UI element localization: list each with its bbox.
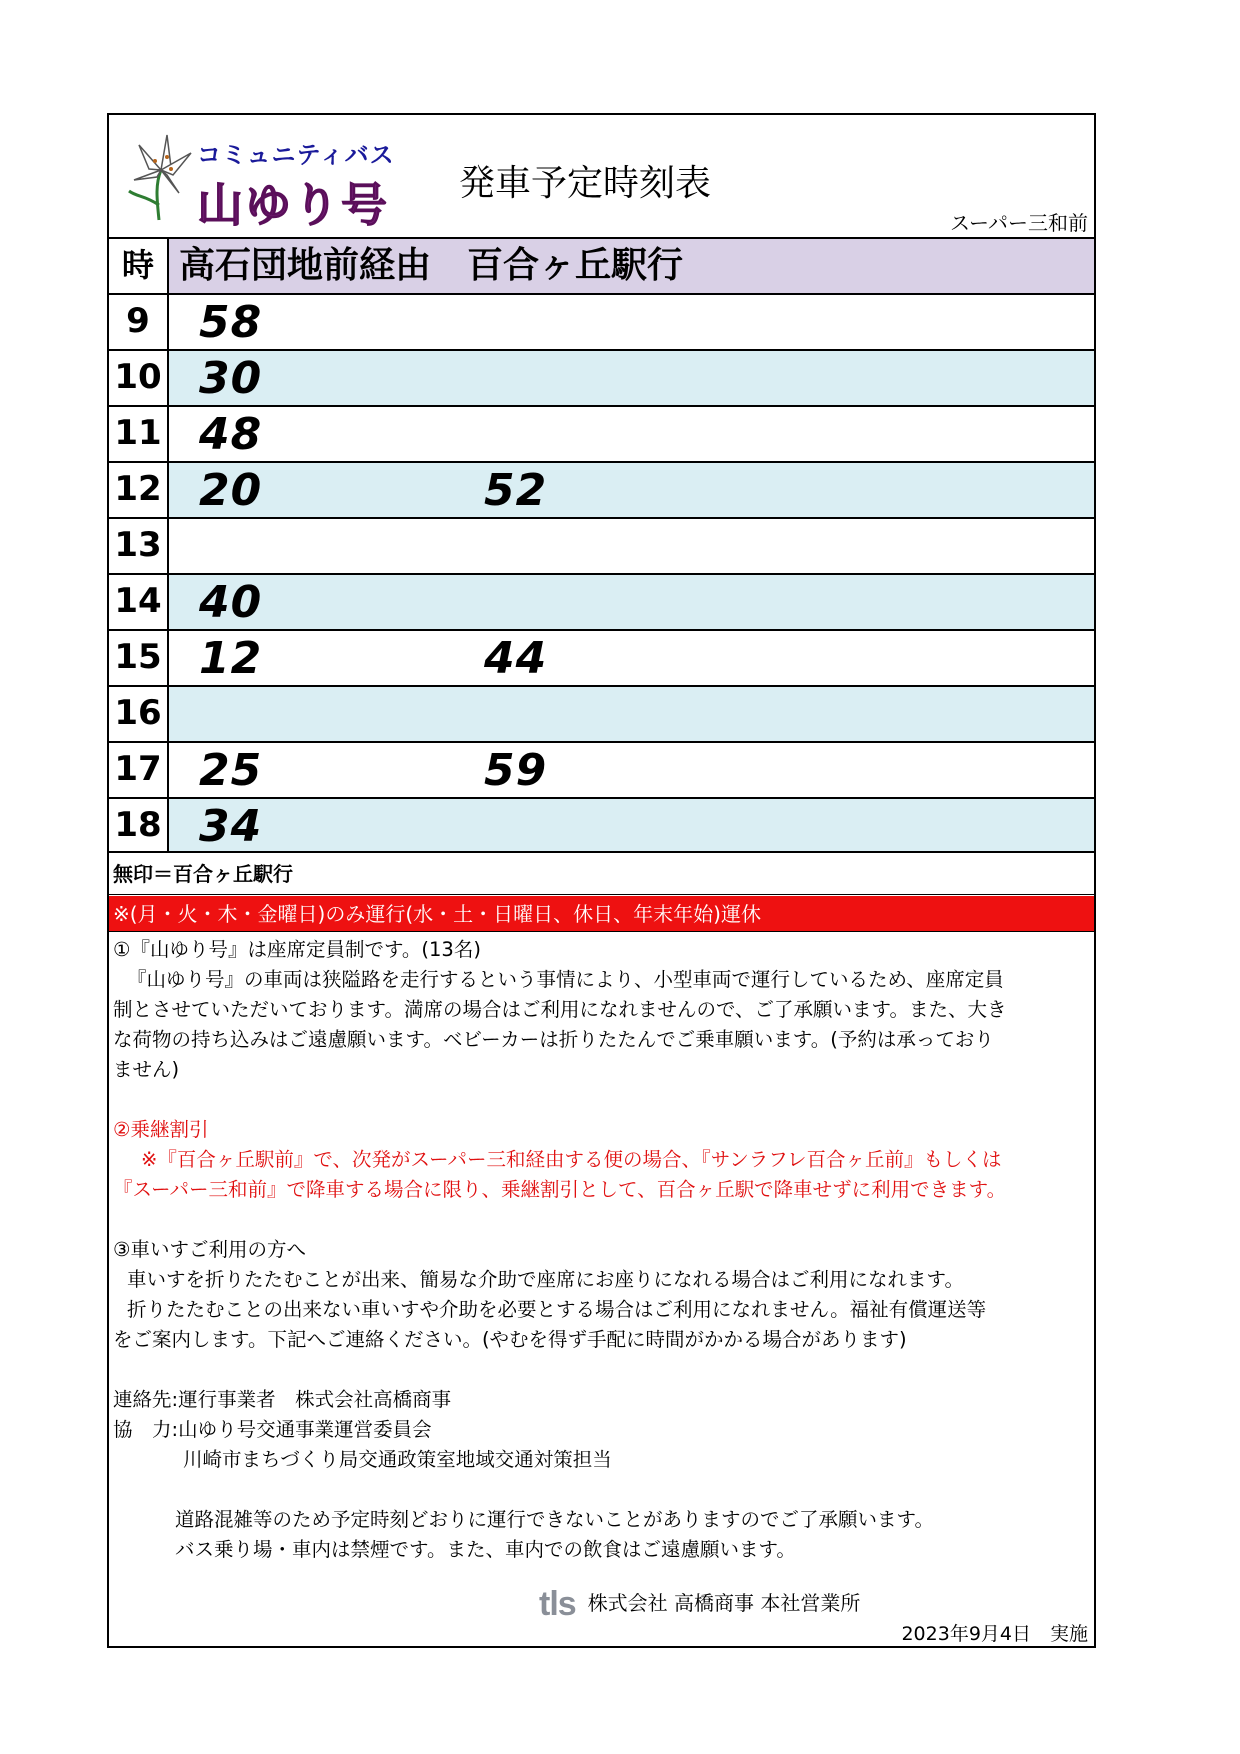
effective-date: 2023年9月4日 実施 — [901, 1623, 1088, 1645]
departure-minute: 59 — [484, 745, 548, 796]
table-row — [109, 685, 1094, 741]
table-row — [109, 573, 1094, 629]
page-title: 発車予定時刻表 — [459, 163, 712, 204]
hour-cell: 11 — [109, 407, 169, 461]
table-row — [109, 517, 1094, 573]
hour-cell: 16 — [109, 687, 169, 741]
departure-minute: 44 — [484, 633, 548, 684]
contact-info: 連絡先:運行事業者 株式会社高橋商事 — [113, 1388, 452, 1411]
tls-logo: tls — [539, 1585, 576, 1623]
company-footer — [539, 1585, 860, 1624]
table-header-row — [109, 237, 1094, 293]
table-row — [109, 293, 1094, 349]
table-row — [109, 797, 1094, 853]
logo — [119, 125, 395, 232]
logo-title: 山ゆり号 — [197, 178, 389, 232]
cooperation-info: 川崎市まちづくり局交通政策室地域交通対策担当 — [183, 1448, 612, 1471]
legend-note: 無印＝百合ヶ丘駅行 — [109, 855, 1094, 895]
smoking-notice: バス乗り場・車内は禁煙です。また、車内での飲食はご遠慮願います。 — [175, 1538, 796, 1561]
note-text: な荷物の持ち込みはご遠慮願います。ベビーカーは折りたたんでご乗車願います。(予約は承っており — [113, 1028, 994, 1051]
departure-minute: 48 — [199, 409, 263, 460]
note-text: 折りたたむことの出来ない車いすや介助を必要とする場合はご利用になれません。福祉有償運送等 — [127, 1298, 987, 1321]
delay-notice: 道路混雑等のため予定時刻どおりに運行できないことがありますのでご了承願います。 — [175, 1508, 934, 1531]
hour-cell: 9 — [109, 295, 169, 349]
hour-cell: 12 — [109, 463, 169, 517]
hour-column-header: 時 — [109, 239, 169, 293]
note-text: 『スーパー三和前』で降車する場合に限り、乗継割引として、百合ヶ丘駅で降車せずに利用できます。 — [113, 1178, 1007, 1201]
table-row — [109, 461, 1094, 517]
note-text: 制とさせていただいております。満席の場合はご利用になれませんので、ご了承願います。また、大き — [113, 998, 1007, 1021]
departure-minute: 12 — [199, 633, 263, 684]
hour-cell: 14 — [109, 575, 169, 629]
hour-cell: 13 — [109, 519, 169, 573]
table-row — [109, 405, 1094, 461]
logo-subtitle: コミュニティバス — [197, 141, 395, 169]
table-row — [109, 349, 1094, 405]
lily-icon — [119, 125, 199, 225]
hour-cell: 10 — [109, 351, 169, 405]
note-text: 『山ゆり号』の車両は狭隘路を走行するという事情により、小型車両で運行しているため、座席定員 — [127, 968, 1004, 991]
header — [109, 115, 1094, 237]
company-name: 株式会社 高橋商事 本社営業所 — [587, 1591, 861, 1615]
departure-minute: 40 — [199, 577, 263, 628]
note-wheelchair-title: ③車いすご利用の方へ — [113, 1238, 306, 1261]
operation-notice: ※(月・火・木・金曜日)のみ運行(水・土・日曜日、休日、年末年始)運休 — [109, 896, 1094, 932]
timetable — [109, 237, 1094, 853]
timetable-frame — [107, 113, 1096, 1648]
note-text: 車いすを折りたたむことが出来、簡易な介助で座席にお座りになれる場合はご利用になれます。 — [127, 1268, 964, 1291]
note-text: をご案内します。下記へご連絡ください。(やむを得ず手配に時間がかかる場合があります) — [113, 1328, 907, 1351]
departure-minute: 58 — [199, 297, 263, 348]
note-text: ※『百合ヶ丘駅前』で、次発がスーパー三和経由する便の場合、『サンラフレ百合ヶ丘前』もしくは — [141, 1148, 1002, 1171]
departure-minute: 34 — [199, 801, 263, 852]
bus-stop-name: スーパー三和前 — [950, 211, 1088, 235]
hour-cell: 15 — [109, 631, 169, 685]
table-row — [109, 741, 1094, 797]
departure-minute: 25 — [199, 745, 263, 796]
departure-minute: 52 — [484, 465, 548, 516]
note-seating-title: ①『山ゆり号』は座席定員制です。(13名) — [113, 938, 481, 961]
hour-cell: 18 — [109, 799, 169, 851]
table-row — [109, 629, 1094, 685]
cooperation-info: 協 力:山ゆり号交通事業運営委員会 — [113, 1418, 432, 1441]
note-text: ません) — [113, 1058, 180, 1081]
route-title: 高石団地前経由 百合ヶ丘駅行 — [179, 245, 684, 286]
note-transfer-title: ②乗継割引 — [113, 1118, 209, 1141]
departure-minute: 20 — [199, 465, 263, 516]
notes-section — [113, 935, 1088, 1565]
hour-cell: 17 — [109, 743, 169, 797]
departure-minute: 30 — [199, 353, 263, 404]
